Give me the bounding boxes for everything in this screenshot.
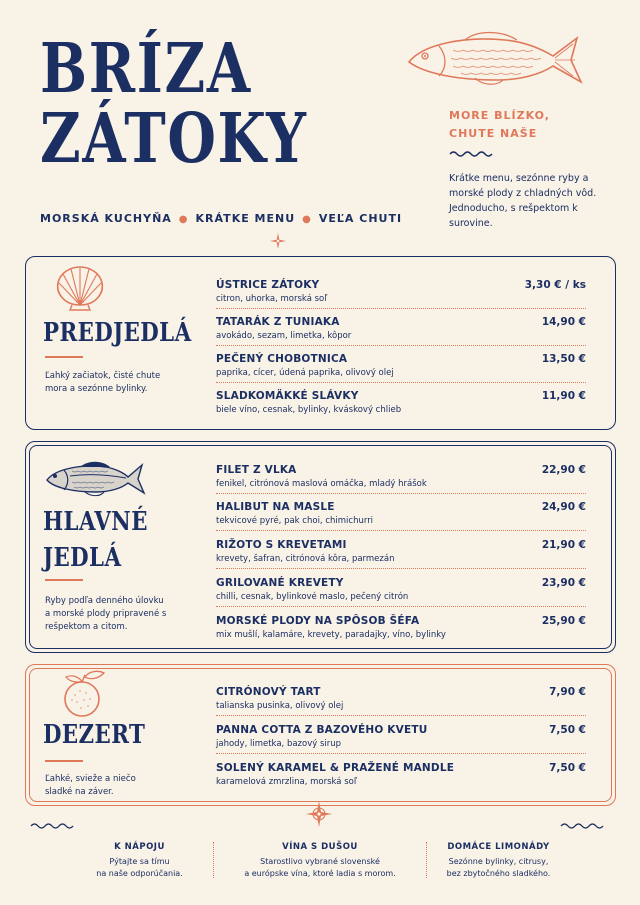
item-description: citron, uhorka, morská soľ [216, 294, 328, 304]
item-price: 24,90 € [541, 501, 586, 513]
item-price: 25,90 € [541, 615, 586, 627]
item-description: mix mušlí, kalamáre, krevety, paradajky, víno, bylinky [216, 630, 446, 640]
dotted-separator [216, 715, 586, 716]
item-price: 11,90 € [541, 390, 586, 402]
dotted-separator [216, 568, 586, 569]
section-starters [25, 256, 616, 430]
footer-text: Sezónne bylinky, citrusy, bez zbytočného sladkého. [446, 857, 551, 878]
compass-star-icon [306, 801, 332, 827]
item-name: CITRÓNOVÝ TART [216, 686, 321, 698]
item-name: MORSKÉ PLODY NA SPÔSOB ŠÉFA [216, 615, 420, 627]
item-name: FILET Z VLKA [216, 464, 297, 476]
footer-title: VÍNA S DUŠOU [282, 842, 358, 852]
tagline-item: KRÁTKE MENU [195, 212, 296, 225]
item-price: 23,90 € [541, 577, 586, 589]
item-price: 13,50 € [541, 353, 586, 365]
item-price: 7,50 € [549, 762, 586, 774]
restaurant-name-line1: BRÍZA [40, 29, 252, 109]
wave-icon [449, 150, 495, 158]
section-description: Ľahký začiatok, čisté chute mora a sezónne bylinky. [45, 371, 161, 394]
section-divider [45, 356, 83, 358]
item-description: karamelová zmrzlina, morská soľ [216, 777, 358, 787]
item-name: GRILOVANÉ KREVETY [216, 577, 344, 589]
section-description: Ryby podľa denného úlovku a morské plody pripravené s rešpektom a citom. [45, 596, 167, 632]
section-desserts [25, 664, 616, 806]
menu-item [216, 353, 586, 378]
menu-item [216, 724, 586, 749]
footer-wines [226, 842, 414, 880]
compass-star-icon [270, 233, 286, 249]
menu-item [216, 316, 586, 341]
item-name: HALIBUT NA MASLE [216, 501, 335, 513]
tagline-item: VEĽA CHUTI [318, 212, 403, 225]
dotted-separator [216, 530, 586, 531]
orange-icon [58, 669, 110, 719]
menu-item [216, 615, 586, 640]
fish-icon [405, 28, 585, 90]
footer-drinks [72, 842, 207, 880]
dotted-separator [216, 345, 586, 346]
shell-icon [54, 265, 106, 311]
restaurant-name [40, 29, 366, 179]
item-name: TATARÁK Z TUNIAKA [216, 316, 340, 328]
item-description: chilli, cesnak, bylinkové maslo, pečený citrón [216, 592, 409, 602]
dotted-separator [216, 382, 586, 383]
item-name: SOLENÝ KARAMEL & PRAŽENÉ MANDLE [216, 762, 455, 774]
dotted-separator [216, 308, 586, 309]
dot-separator: ● [302, 214, 312, 225]
item-description: tekvicové pyré, pak choi, chimichurri [216, 516, 374, 526]
menu-item [216, 464, 586, 489]
menu-item [216, 686, 586, 711]
restaurant-name-line2: ZÁTOKY [40, 99, 308, 179]
section-divider [45, 579, 83, 581]
item-price: 7,90 € [549, 686, 586, 698]
tagline [40, 212, 402, 225]
item-name: RIŽOTO S KREVETAMI [216, 539, 347, 551]
item-name: ÚSTRICE ZÁTOKY [216, 279, 320, 291]
menu-item [216, 390, 586, 415]
menu-item [216, 501, 586, 526]
footer-title: DOMÁCE LIMONÁDY [447, 842, 550, 852]
footer-title: K NÁPOJU [114, 842, 165, 852]
footer-text: Starostlivo vybrané slovenské a európske vína, ktoré ladia s morom. [244, 857, 396, 878]
dot-separator: ● [178, 214, 189, 225]
item-price: 21,90 € [541, 539, 586, 551]
footer-lemonades [436, 842, 561, 880]
item-name: PEČENÝ CHOBOTNICA [216, 353, 348, 365]
slogan [449, 107, 550, 143]
dotted-separator [216, 606, 586, 607]
section-divider [45, 760, 83, 762]
item-name: PANNA COTTA Z BAZOVÉHO KVETU [216, 724, 428, 736]
item-description: fenikel, citrónová maslová omáčka, mladý hrášok [216, 479, 427, 489]
item-description: krevety, šafran, citrónová kôra, parmezán [216, 554, 395, 564]
menu-item [216, 279, 586, 304]
menu-item [216, 577, 586, 602]
item-price: 7,50 € [549, 724, 586, 736]
intro-text: Krátke menu, sezónne ryby a morské plody z chladných vôd. Jednoducho, s rešpektom k surovine. [449, 173, 597, 229]
slogan-line1: MORE BLÍZKO, [449, 109, 550, 122]
footer-divider [213, 842, 214, 878]
item-description: biele víno, cesnak, bylinky, kváskový chlieb [216, 405, 402, 415]
item-description: talianska pusinka, olivový olej [216, 701, 344, 711]
wave-icon [30, 822, 78, 830]
dotted-separator [216, 493, 586, 494]
dotted-separator [216, 753, 586, 754]
menu-item [216, 762, 586, 787]
item-description: jahody, limetka, bazový sirup [216, 739, 342, 749]
section-title: DEZERT [43, 720, 146, 750]
footer-divider [426, 842, 427, 878]
item-price: 22,90 € [541, 464, 586, 476]
tagline-item: MORSKÁ KUCHYŇA [40, 212, 172, 225]
wave-icon [560, 822, 608, 830]
item-description: avokádo, sezam, limetka, kôpor [216, 331, 352, 341]
item-price: 3,30 € / ks [524, 279, 586, 291]
item-price: 14,90 € [541, 316, 586, 328]
section-title: PREDJEDLÁ [43, 318, 192, 348]
section-mains [25, 441, 616, 653]
section-description: Ľahké, svieže a niečo sladké na záver. [45, 774, 136, 797]
fish-icon [44, 460, 146, 498]
item-description: paprika, cícer, údená paprika, olivový olej [216, 368, 394, 378]
menu-item [216, 539, 586, 564]
footer-text: Pýtajte sa tímu na naše odporúčania. [96, 857, 183, 878]
section-title: HLAVNÉ JEDLÁ [43, 507, 148, 573]
slogan-line2: CHUTE NAŠE [449, 127, 538, 140]
item-name: SLADKOMÄKKÉ SLÁVKY [216, 390, 359, 402]
